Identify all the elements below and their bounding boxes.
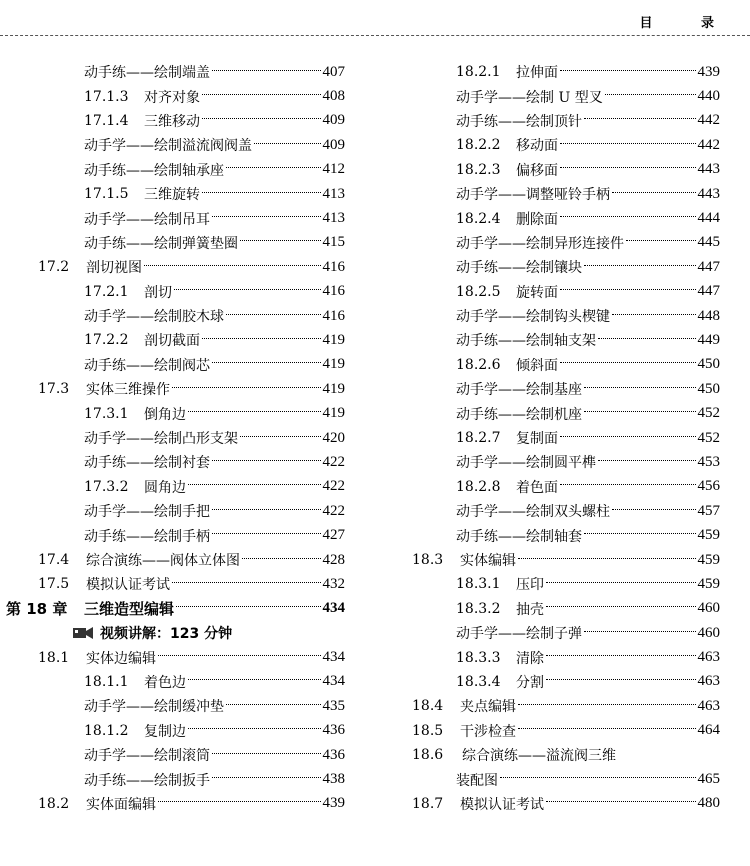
toc-leader-dots [560, 436, 696, 437]
page-header [0, 0, 750, 36]
toc-entry[interactable] [0, 645, 345, 669]
toc-entry[interactable] [0, 767, 345, 791]
toc-page-number: 459 [697, 527, 720, 544]
toc-leader-dots [584, 411, 696, 412]
toc-number: 18.1.1 [84, 673, 129, 690]
toc-page-number: 456 [697, 478, 720, 495]
toc-number: 18.3.2 [456, 600, 501, 617]
toc-entry[interactable] [0, 499, 345, 523]
toc-page-number: 434 [322, 600, 345, 617]
toc-leader-dots [546, 655, 696, 656]
toc-leader-dots [172, 387, 321, 388]
toc-page-number: 447 [697, 258, 720, 275]
toc-entry[interactable] [408, 182, 720, 206]
toc-entry[interactable] [0, 328, 345, 352]
toc-page-number: 450 [697, 356, 720, 373]
toc-title: 动手练——绘制端盖 [84, 65, 210, 82]
toc-title: 旋转面 [516, 284, 558, 301]
toc-leader-dots [202, 338, 321, 339]
toc-leader-dots [240, 240, 321, 241]
toc-entry[interactable] [408, 523, 720, 547]
toc-leader-dots [584, 265, 696, 266]
toc-title: 动手学——绘制双头螺柱 [456, 504, 610, 521]
toc-leader-dots [546, 606, 696, 607]
toc-page-number: 444 [697, 210, 720, 227]
toc-entry[interactable] [408, 109, 720, 133]
toc-number: 17.2.2 [84, 332, 129, 349]
toc-title: 着色面 [516, 479, 558, 496]
toc-title: 干涉检查 [460, 723, 516, 740]
toc-entry[interactable] [408, 304, 720, 328]
toc-leader-dots [176, 606, 320, 607]
toc-entry[interactable] [408, 767, 720, 791]
toc-right-column [408, 60, 720, 816]
toc-entry[interactable] [0, 109, 345, 133]
toc-page-number: 427 [322, 527, 345, 544]
toc-title: 装配图 [456, 772, 498, 789]
toc-leader-dots [584, 118, 696, 119]
toc-page-number: 420 [322, 429, 345, 446]
toc-entry[interactable] [408, 719, 720, 743]
toc-leader-dots [560, 70, 696, 71]
toc-page-number: 416 [322, 307, 345, 324]
toc-entry[interactable] [0, 353, 345, 377]
toc-number: 18.1 [38, 649, 70, 666]
toc-title: 复制面 [516, 431, 558, 448]
toc-title: 动手学——绘制滚筒 [84, 748, 210, 765]
toc-number: 18.3.1 [456, 576, 501, 593]
toc-title: 动手学——绘制钩头楔键 [456, 309, 610, 326]
toc-title: 压印 [516, 577, 544, 594]
toc-title: 动手学——调整哑铃手柄 [456, 187, 610, 204]
toc-page-number: 445 [697, 234, 720, 251]
toc-page-number: 409 [322, 112, 345, 129]
toc-leader-dots [212, 509, 321, 510]
toc-title: 清除 [516, 650, 544, 667]
toc-entry[interactable] [0, 621, 345, 645]
toc-entry[interactable] [0, 280, 345, 304]
toc-leader-dots [598, 338, 696, 339]
toc-title: 剖切视图 [86, 260, 142, 277]
toc-leader-dots [202, 192, 321, 193]
toc-entry[interactable] [408, 206, 720, 230]
toc-entry[interactable] [408, 158, 720, 182]
toc-page-number: 464 [697, 722, 720, 739]
toc-title: 实体编辑 [460, 553, 516, 569]
toc-number: 18.3.3 [456, 649, 501, 666]
toc-page-number: 416 [322, 258, 345, 275]
toc-entry[interactable] [408, 426, 720, 450]
toc-title: 剖切截面 [144, 333, 200, 350]
toc-title: 偏移面 [516, 162, 558, 179]
toc-leader-dots [202, 118, 321, 119]
toc-entry[interactable] [0, 523, 345, 547]
toc-page-number: 450 [697, 380, 720, 397]
toc-number: 17.2.1 [84, 283, 129, 300]
toc-leader-dots [584, 533, 696, 534]
toc-title: 动手练——绘制弹簧垫圈 [84, 235, 238, 252]
toc-entry[interactable] [0, 719, 345, 743]
toc-number: 17.3 [38, 381, 70, 398]
toc-page-number: 447 [697, 283, 720, 300]
toc-title: 三维旋转 [144, 187, 200, 204]
toc-page-number: 439 [322, 795, 345, 812]
toc-number: 18.5 [412, 722, 444, 739]
toc-title: 三维造型编辑 [84, 600, 175, 619]
toc-leader-dots [518, 728, 696, 729]
toc-number: 18.2.8 [456, 478, 501, 495]
toc-title: 抽壳 [516, 601, 544, 618]
toc-page-number: 453 [697, 453, 720, 470]
toc-title: 模拟认证考试 [86, 577, 170, 594]
toc-leader-dots [212, 753, 321, 754]
toc-entry[interactable] [0, 304, 345, 328]
toc-number: 17.1.4 [84, 112, 129, 129]
toc-entry[interactable] [0, 255, 345, 279]
toc-page-number: 419 [322, 356, 345, 373]
toc-leader-dots [612, 314, 696, 315]
toc-number: 18.2.7 [456, 430, 501, 447]
toc-entry[interactable] [0, 548, 345, 572]
toc-leader-dots [560, 216, 696, 217]
toc-entry[interactable] [0, 158, 345, 182]
toc-title: 模拟认证考试 [460, 796, 544, 813]
toc-title: 动手学——绘制基座 [456, 382, 582, 399]
toc-title: 综合演练——阀体立体图 [86, 553, 240, 569]
toc-number: 18.4 [412, 698, 444, 715]
toc-page-number: 435 [322, 697, 345, 714]
toc-entry[interactable] [0, 401, 345, 425]
toc-entry[interactable] [0, 206, 345, 230]
toc-page-number: 449 [697, 331, 720, 348]
toc-leader-dots [212, 533, 321, 534]
toc-title: 动手学——绘制凸形支架 [84, 431, 238, 448]
toc-page-number: 409 [322, 136, 345, 153]
toc-entry[interactable] [408, 231, 720, 255]
toc-entry[interactable] [0, 792, 345, 816]
toc-entry[interactable] [0, 450, 345, 474]
toc-number: 18.2 [38, 795, 70, 812]
toc-leader-dots [172, 582, 321, 583]
toc-page-number: 452 [697, 429, 720, 446]
toc-entry[interactable] [408, 377, 720, 401]
toc-number: 18.2.2 [456, 137, 501, 154]
toc-entry[interactable] [408, 84, 720, 108]
toc-title: 动手练——绘制衬套 [84, 455, 210, 472]
toc-page-number: 419 [322, 380, 345, 397]
toc-number: 第 18 章 [6, 600, 68, 619]
toc-page-number: 439 [697, 63, 720, 80]
toc-entry[interactable] [408, 645, 720, 669]
toc-page-number: 457 [697, 502, 720, 519]
toc-title: 动手练——绘制轴承座 [84, 162, 224, 179]
toc-page-number: 413 [322, 185, 345, 202]
video-camera-icon [72, 626, 94, 640]
toc-leader-dots [158, 655, 321, 656]
toc-page-number: 407 [322, 63, 345, 80]
toc-title: 三维移动 [144, 113, 200, 130]
toc-entry[interactable] [408, 499, 720, 523]
toc-entry[interactable] [408, 401, 720, 425]
toc-title: 动手学——绘制溢流阀阀盖 [84, 138, 252, 155]
toc-leader-dots [560, 289, 696, 290]
toc-number: 18.2.6 [456, 356, 501, 373]
toc-number: 18.2.1 [456, 64, 501, 81]
toc-leader-dots [174, 289, 321, 290]
toc-page-number: 480 [697, 795, 720, 812]
toc-title: 动手练——绘制阀芯 [84, 357, 210, 374]
video-duration: 视频讲解：123 分钟 [100, 626, 233, 643]
toc-number: 17.3.2 [84, 478, 129, 495]
toc-leader-dots [212, 362, 321, 363]
toc-leader-dots [212, 216, 321, 217]
toc-page-number: 419 [322, 405, 345, 422]
toc-number: 17.2 [38, 259, 70, 276]
toc-leader-dots [226, 704, 321, 705]
toc-leader-dots [560, 362, 696, 363]
toc-entry[interactable] [408, 60, 720, 84]
toc-leader-dots [605, 94, 696, 95]
toc-leader-dots [546, 679, 696, 680]
toc-entry[interactable] [0, 377, 345, 401]
toc-page-number: 422 [322, 453, 345, 470]
toc-leader-dots [598, 460, 696, 461]
toc-page-number: 434 [322, 649, 345, 666]
toc-page-number: 412 [322, 161, 345, 178]
toc-entry[interactable] [0, 743, 345, 767]
toc-number: 17.1.3 [84, 88, 129, 105]
toc-title: 动手练——绘制顶针 [456, 113, 582, 130]
toc-number: 17.1.5 [84, 186, 129, 203]
toc-title: 动手练——绘制扳手 [84, 772, 210, 789]
toc-page-number: 443 [697, 161, 720, 178]
toc-title: 移动面 [516, 138, 558, 155]
toc-title: 动手学——绘制缓冲垫 [84, 699, 224, 716]
toc-page-number: 408 [322, 88, 345, 105]
toc-entry[interactable] [0, 572, 345, 596]
toc-title: 着色边 [144, 674, 186, 691]
toc-entry[interactable] [408, 328, 720, 352]
toc-leader-dots [500, 777, 696, 778]
toc-number: 17.3.1 [84, 405, 129, 422]
toc-leader-dots [212, 70, 321, 71]
toc-page-number: 436 [322, 746, 345, 763]
toc-leader-dots [560, 143, 696, 144]
toc-number: 18.3.4 [456, 673, 501, 690]
toc-page-number: 413 [322, 210, 345, 227]
toc-entry[interactable] [408, 597, 720, 621]
toc-entry[interactable] [408, 694, 720, 718]
toc-title: 剖切 [144, 284, 172, 301]
toc-page-number: 452 [697, 405, 720, 422]
toc-number: 18.2.3 [456, 161, 501, 178]
toc-leader-dots [560, 484, 696, 485]
toc-title: 复制边 [144, 723, 186, 740]
toc-number: 17.4 [38, 552, 70, 568]
toc-entry[interactable] [0, 60, 345, 84]
toc-page-number: 422 [322, 478, 345, 495]
toc-left-column [0, 60, 345, 816]
toc-leader-dots [188, 484, 321, 485]
toc-page-number: 436 [322, 722, 345, 739]
toc-leader-dots [518, 704, 696, 705]
toc-page-number: 460 [697, 624, 720, 641]
toc-page-number: 460 [697, 600, 720, 617]
toc-page-number: 443 [697, 185, 720, 202]
toc-title: 综合演练——溢流阀三维 [462, 748, 616, 765]
toc-page-number: 463 [697, 673, 720, 690]
toc-number: 18.1.2 [84, 722, 129, 739]
toc-entry[interactable] [0, 182, 345, 206]
toc-title: 动手学——绘制子弹 [456, 626, 582, 643]
toc-entry[interactable] [408, 255, 720, 279]
toc-title: 动手学——绘制胶木球 [84, 309, 224, 326]
toc-leader-dots [584, 631, 696, 632]
toc-page-number: 415 [322, 234, 345, 251]
toc-entry[interactable] [408, 743, 720, 767]
toc-entry[interactable] [0, 231, 345, 255]
toc-title: 动手学——绘制 U 型叉 [456, 89, 603, 106]
toc-title: 动手学——绘制手把 [84, 504, 210, 521]
toc-title: 圆角边 [144, 479, 186, 496]
toc-page-number: 442 [697, 136, 720, 153]
toc-leader-dots [546, 801, 696, 802]
toc-title: 实体三维操作 [86, 382, 170, 399]
toc-leader-dots [226, 167, 321, 168]
toc-page-number: 463 [697, 697, 720, 714]
toc-title: 倒角边 [144, 406, 186, 423]
toc-title: 实体边编辑 [86, 650, 156, 667]
header-divider [0, 35, 750, 36]
toc-title: 拉伸面 [516, 65, 558, 82]
toc-page-number: 459 [697, 575, 720, 592]
toc-title: 动手练——绘制手柄 [84, 528, 210, 545]
toc-leader-dots [158, 801, 321, 802]
toc-title: 分割 [516, 674, 544, 691]
toc-entry[interactable] [0, 133, 345, 157]
toc-page-number: 459 [697, 551, 720, 568]
toc-number: 18.3 [412, 552, 444, 568]
toc-page-number: 422 [322, 502, 345, 519]
toc-page-number: 463 [697, 649, 720, 666]
toc-title: 动手学——绘制异形连接件 [456, 235, 624, 252]
toc-number: 18.7 [412, 795, 444, 812]
toc-entry[interactable] [408, 450, 720, 474]
toc-leader-dots [584, 387, 696, 388]
toc-title: 实体面编辑 [86, 796, 156, 813]
toc-entry[interactable] [0, 597, 345, 621]
toc-leader-dots [242, 558, 321, 559]
toc-leader-dots [188, 411, 321, 412]
toc-leader-dots [518, 558, 696, 559]
toc-leader-dots [202, 94, 321, 95]
toc-title: 动手练——绘制镶块 [456, 260, 582, 277]
toc-entry[interactable] [408, 621, 720, 645]
header-title: 目 录 [639, 16, 736, 31]
toc-leader-dots [626, 240, 696, 241]
toc-page-number: 448 [697, 307, 720, 324]
toc-entry[interactable] [0, 84, 345, 108]
toc-number: 17.5 [38, 576, 70, 593]
toc-entry[interactable] [0, 426, 345, 450]
toc-title: 动手学——绘制吊耳 [84, 211, 210, 228]
toc-page-number: 432 [322, 575, 345, 592]
toc-leader-dots [546, 582, 696, 583]
toc-leader-dots [560, 167, 696, 168]
toc-number: 18.2.4 [456, 210, 501, 227]
toc-title: 动手练——绘制机座 [456, 406, 582, 423]
toc-leader-dots [240, 436, 321, 437]
toc-page-number: 438 [322, 771, 345, 788]
toc-page-number: 434 [322, 673, 345, 690]
toc-page-number: 416 [322, 283, 345, 300]
toc-page-number: 440 [697, 88, 720, 105]
toc-title: 动手练——绘制轴套 [456, 528, 582, 545]
toc-page-number: 428 [322, 551, 345, 568]
toc-page-number: 419 [322, 331, 345, 348]
toc-leader-dots [612, 509, 696, 510]
toc-entry[interactable] [0, 475, 345, 499]
toc-page-number: 442 [697, 112, 720, 129]
toc-entry[interactable] [0, 670, 345, 694]
toc-entry[interactable] [408, 792, 720, 816]
toc-entry[interactable] [408, 548, 720, 572]
toc-number: 18.2.5 [456, 283, 501, 300]
toc-number: 18.6 [412, 747, 444, 764]
toc-leader-dots [226, 314, 321, 315]
toc-entry[interactable] [408, 133, 720, 157]
toc-leader-dots [612, 192, 696, 193]
toc-entry[interactable] [408, 353, 720, 377]
toc-entry[interactable] [408, 670, 720, 694]
toc-leader-dots [144, 265, 321, 266]
toc-title: 夹点编辑 [460, 699, 516, 716]
toc-leader-dots [188, 728, 321, 729]
toc-leader-dots [212, 460, 321, 461]
toc-leader-dots [254, 143, 321, 144]
toc-title: 动手学——绘制圆平榫 [456, 455, 596, 472]
toc-title: 动手练——绘制轴支架 [456, 333, 596, 350]
toc-leader-dots [212, 777, 321, 778]
toc-title: 删除面 [516, 211, 558, 228]
toc-page-number: 465 [697, 771, 720, 788]
toc-entry[interactable] [0, 694, 345, 718]
toc-entry[interactable] [408, 475, 720, 499]
toc-entry[interactable] [408, 572, 720, 596]
toc-title: 对齐对象 [144, 89, 200, 106]
toc-title: 倾斜面 [516, 357, 558, 374]
toc-entry[interactable] [408, 280, 720, 304]
toc-leader-dots [188, 679, 321, 680]
